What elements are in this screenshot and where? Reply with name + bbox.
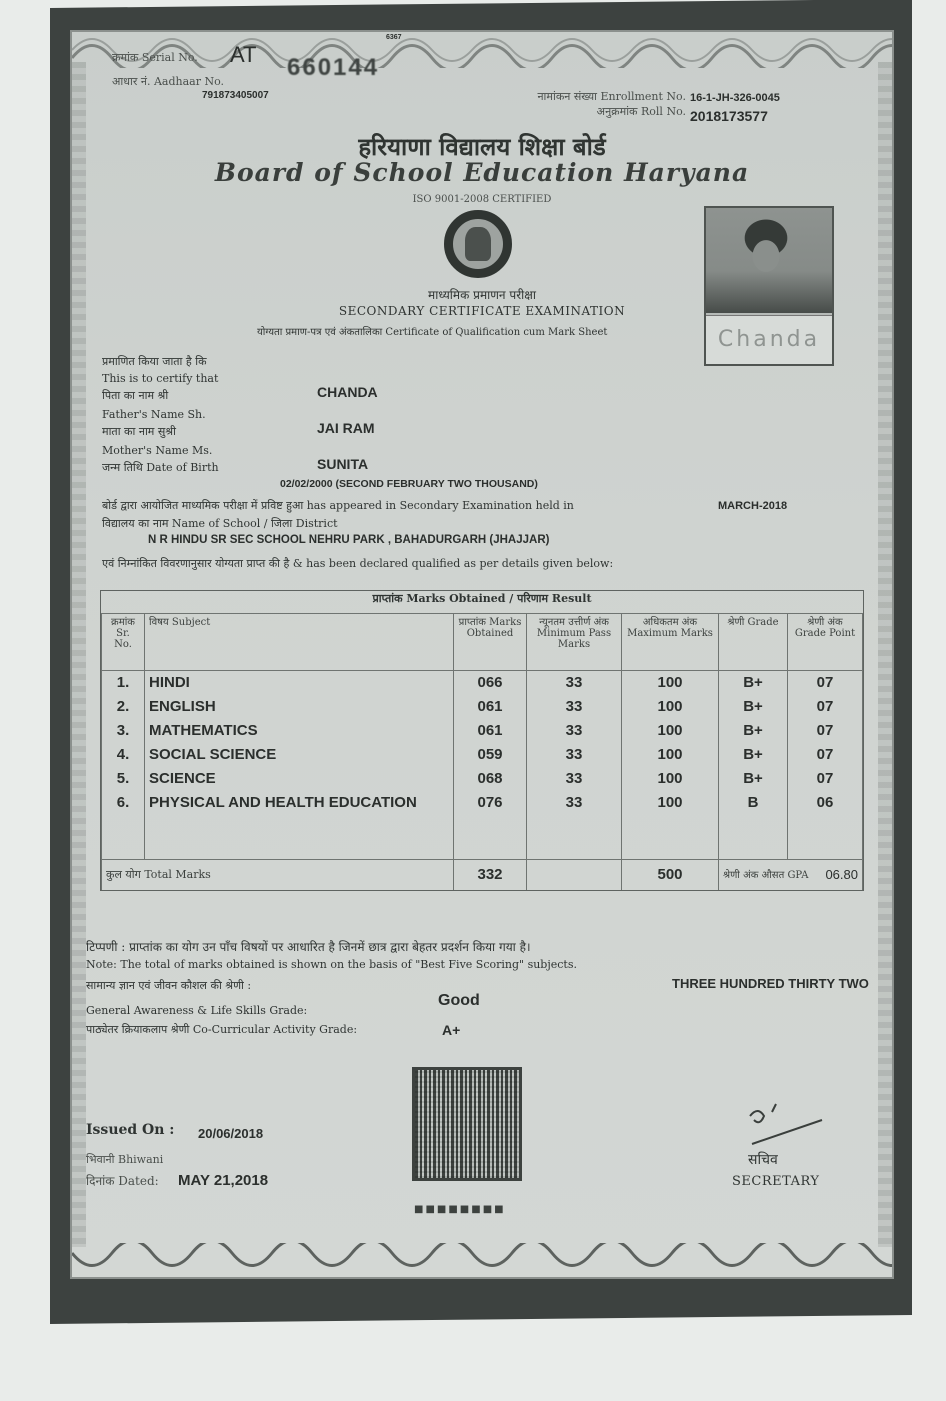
col-obtained: प्राप्तांक Marks Obtained: [454, 614, 527, 670]
max-cell: 100: [622, 670, 719, 695]
col-grade-point: श्रेणी अंक Grade Point: [788, 614, 863, 670]
table-row: [102, 719, 863, 743]
dated-label: दिनांक Dated:: [86, 1174, 159, 1188]
roll-value: 2018173577: [690, 108, 768, 124]
sr-cell: 6.: [102, 791, 145, 815]
min-pass-cell: 33: [527, 743, 622, 767]
note-hindi: टिप्पणी : प्राप्तांक का योग उन पाँच विषयों पर आधारित है जिनमें छात्र द्वारा बेहतर प्रदर्शन किया गया है।: [86, 940, 531, 954]
exam-name-english: SECONDARY CERTIFICATE EXAMINATION: [338, 304, 626, 318]
certify-hindi: प्रमाणित किया जाता है कि: [102, 355, 207, 368]
obtained-cell: 059: [454, 743, 527, 767]
appeared-label: बोर्ड द्वारा आयोजित माध्यमिक परीक्षा में प्रविष्ट हुआ has appeared in Secondary Examination held in: [102, 499, 574, 512]
mother-label-hindi: माता का नाम सुश्री: [102, 425, 176, 438]
enrollment-value: 16-1-JH-326-0045: [690, 92, 780, 104]
certify-label: This is to certify that: [102, 372, 219, 385]
top-code: 6367: [386, 34, 402, 41]
max-cell: 100: [622, 791, 719, 815]
table-row: [102, 695, 863, 719]
secretary-english: SECRETARY: [732, 1174, 820, 1189]
sr-cell: 2.: [102, 695, 145, 719]
obtained-cell: 061: [454, 719, 527, 743]
table-row: [102, 767, 863, 791]
obtained-cell: 061: [454, 695, 527, 719]
exam-name-hindi: माध्यमिक प्रमाणन परीक्षा: [428, 288, 536, 302]
general-awareness-label-hindi: सामान्य ज्ञान एवं जीवन कौशल की श्रेणी :: [86, 979, 252, 992]
sr-cell: 5.: [102, 767, 145, 791]
aadhaar-label: आधार नं. Aadhaar No.: [112, 75, 224, 88]
student-signature: Chanda: [706, 315, 832, 364]
qr-marker-dots: ■■■■■■■■: [414, 1204, 506, 1215]
dob-label: जन्म तिथि Date of Birth: [102, 461, 219, 474]
grade-point-cell: 07: [788, 695, 863, 719]
gpa-cell: [719, 859, 863, 890]
gpa-label: श्रेणी अंक औसत GPA: [723, 870, 809, 881]
serial-label: क्रमांक Serial No.: [112, 51, 198, 64]
col-min-pass: न्यूनतम उत्तीर्ण अंक Minimum Pass Marks: [527, 614, 622, 670]
min-pass-cell: 33: [527, 791, 622, 815]
board-name-english: Board of School Education Haryana: [214, 158, 750, 187]
decorative-border-right: [878, 62, 892, 1247]
school-label: विद्यालय का नाम Name of School / जिला District: [102, 517, 338, 530]
issued-label: Issued On :: [86, 1122, 175, 1138]
table-row: [102, 670, 863, 695]
secretary-signature-icon: [732, 1102, 832, 1152]
obtained-cell: 068: [454, 767, 527, 791]
col-sr: क्रमांक Sr. No.: [102, 614, 145, 670]
student-photo: [704, 206, 834, 366]
total-row: [102, 859, 863, 890]
photo-image: [706, 208, 832, 313]
board-emblem-icon: [444, 210, 512, 278]
obtained-cell: 066: [454, 670, 527, 695]
iso-certification: ISO 9001-2008 CERTIFIED: [412, 194, 552, 205]
serial-prefix: AT: [230, 42, 257, 67]
roll-label: अनुक्रमांक Roll No.: [596, 105, 686, 118]
aadhaar-value: 791873405007: [202, 90, 269, 101]
min-pass-cell: 33: [527, 695, 622, 719]
serial-number: 660144: [287, 54, 380, 81]
min-pass-cell: 33: [527, 767, 622, 791]
grade-cell: B+: [719, 695, 788, 719]
col-grade: श्रेणी Grade: [719, 614, 788, 670]
grade-cell: B+: [719, 767, 788, 791]
sr-cell: 4.: [102, 743, 145, 767]
dated-value: MAY 21,2018: [178, 1172, 269, 1189]
max-cell: 100: [622, 719, 719, 743]
marksheet: [70, 30, 894, 1279]
grade-cell: B+: [719, 670, 788, 695]
min-pass-cell: 33: [527, 670, 622, 695]
issued-value: 20/06/2018: [198, 1126, 264, 1141]
father-name: JAI RAM: [317, 420, 375, 436]
co-curricular-value: A+: [442, 1022, 461, 1038]
max-cell: 100: [622, 743, 719, 767]
col-max: अधिकतम अंक Maximum Marks: [622, 614, 719, 670]
subject-cell: SCIENCE: [145, 767, 454, 791]
min-pass-cell: 33: [527, 719, 622, 743]
subject-cell: PHYSICAL AND HEALTH EDUCATION: [145, 791, 454, 815]
grade-point-cell: 06: [788, 791, 863, 815]
grade-cell: B+: [719, 719, 788, 743]
exam-session: MARCH-2018: [718, 500, 788, 512]
qualified-label: एवं निम्नांकित विवरणानुसार योग्यता प्राप्त की है & has been declared qualified as per details given below:: [102, 557, 614, 570]
grade-cell: B+: [719, 743, 788, 767]
mother-name: SUNITA: [317, 456, 369, 472]
grade-cell: B: [719, 791, 788, 815]
school-name: N R HINDU SR SEC SCHOOL NEHRU PARK , BAHADURGARH (JHAJJAR): [148, 534, 550, 546]
co-curricular-label: पाठ्येतर क्रियाकलाप श्रेणी Co-Curricular Activity Grade:: [86, 1023, 358, 1036]
general-awareness-label: General Awareness & Life Skills Grade:: [86, 1004, 308, 1017]
certificate-line: योग्यता प्रमाण-पत्र एवं अंकतालिका Certificate of Qualification cum Mark Sheet: [257, 327, 608, 338]
total-in-words: THREE HUNDRED THIRTY TWO: [672, 976, 869, 991]
sr-cell: 1.: [102, 670, 145, 695]
obtained-cell: 076: [454, 791, 527, 815]
table-row: [102, 791, 863, 815]
subject-cell: HINDI: [145, 670, 454, 695]
general-awareness-value: Good: [438, 992, 480, 1009]
total-obtained: 332: [454, 859, 527, 890]
enrollment-label: नामांकन संख्या Enrollment No.: [537, 90, 686, 103]
place-label: भिवानी Bhiwani: [86, 1153, 164, 1166]
marks-table: [100, 590, 864, 891]
decorative-border-bottom: [72, 1243, 892, 1283]
max-cell: 100: [622, 695, 719, 719]
marks-table-title: प्राप्तांक Marks Obtained / परिणाम Result: [101, 591, 863, 614]
student-name: CHANDA: [317, 384, 378, 400]
max-cell: 100: [622, 767, 719, 791]
note-english: Note: The total of marks obtained is shown on the basis of "Best Five Scoring" subjects.: [86, 958, 577, 971]
grade-point-cell: 07: [788, 719, 863, 743]
total-max: 500: [622, 859, 719, 890]
qr-code-icon: [412, 1067, 522, 1181]
board-name-hindi: हरियाणा विद्यालय शिक्षा बोर्ड: [358, 132, 606, 161]
total-label: कुल योग Total Marks: [102, 859, 454, 890]
dob-value: 02/02/2000 (SECOND FEBRUARY TWO THOUSAND): [280, 478, 538, 490]
father-label: Father's Name Sh.: [102, 408, 206, 421]
grade-point-cell: 07: [788, 767, 863, 791]
grade-point-cell: 07: [788, 670, 863, 695]
subject-cell: ENGLISH: [145, 695, 454, 719]
sr-cell: 3.: [102, 719, 145, 743]
father-label-hindi: पिता का नाम श्री: [102, 389, 169, 402]
col-subject: विषय Subject: [145, 614, 454, 670]
table-row: [102, 743, 863, 767]
decorative-border-left: [72, 62, 86, 1247]
grade-point-cell: 07: [788, 743, 863, 767]
gpa-value: 06.80: [825, 867, 858, 882]
mother-label: Mother's Name Ms.: [102, 444, 213, 457]
secretary-hindi: सचिव: [748, 1152, 778, 1168]
marks-table-header: [102, 614, 863, 670]
subject-cell: SOCIAL SCIENCE: [145, 743, 454, 767]
subject-cell: MATHEMATICS: [145, 719, 454, 743]
